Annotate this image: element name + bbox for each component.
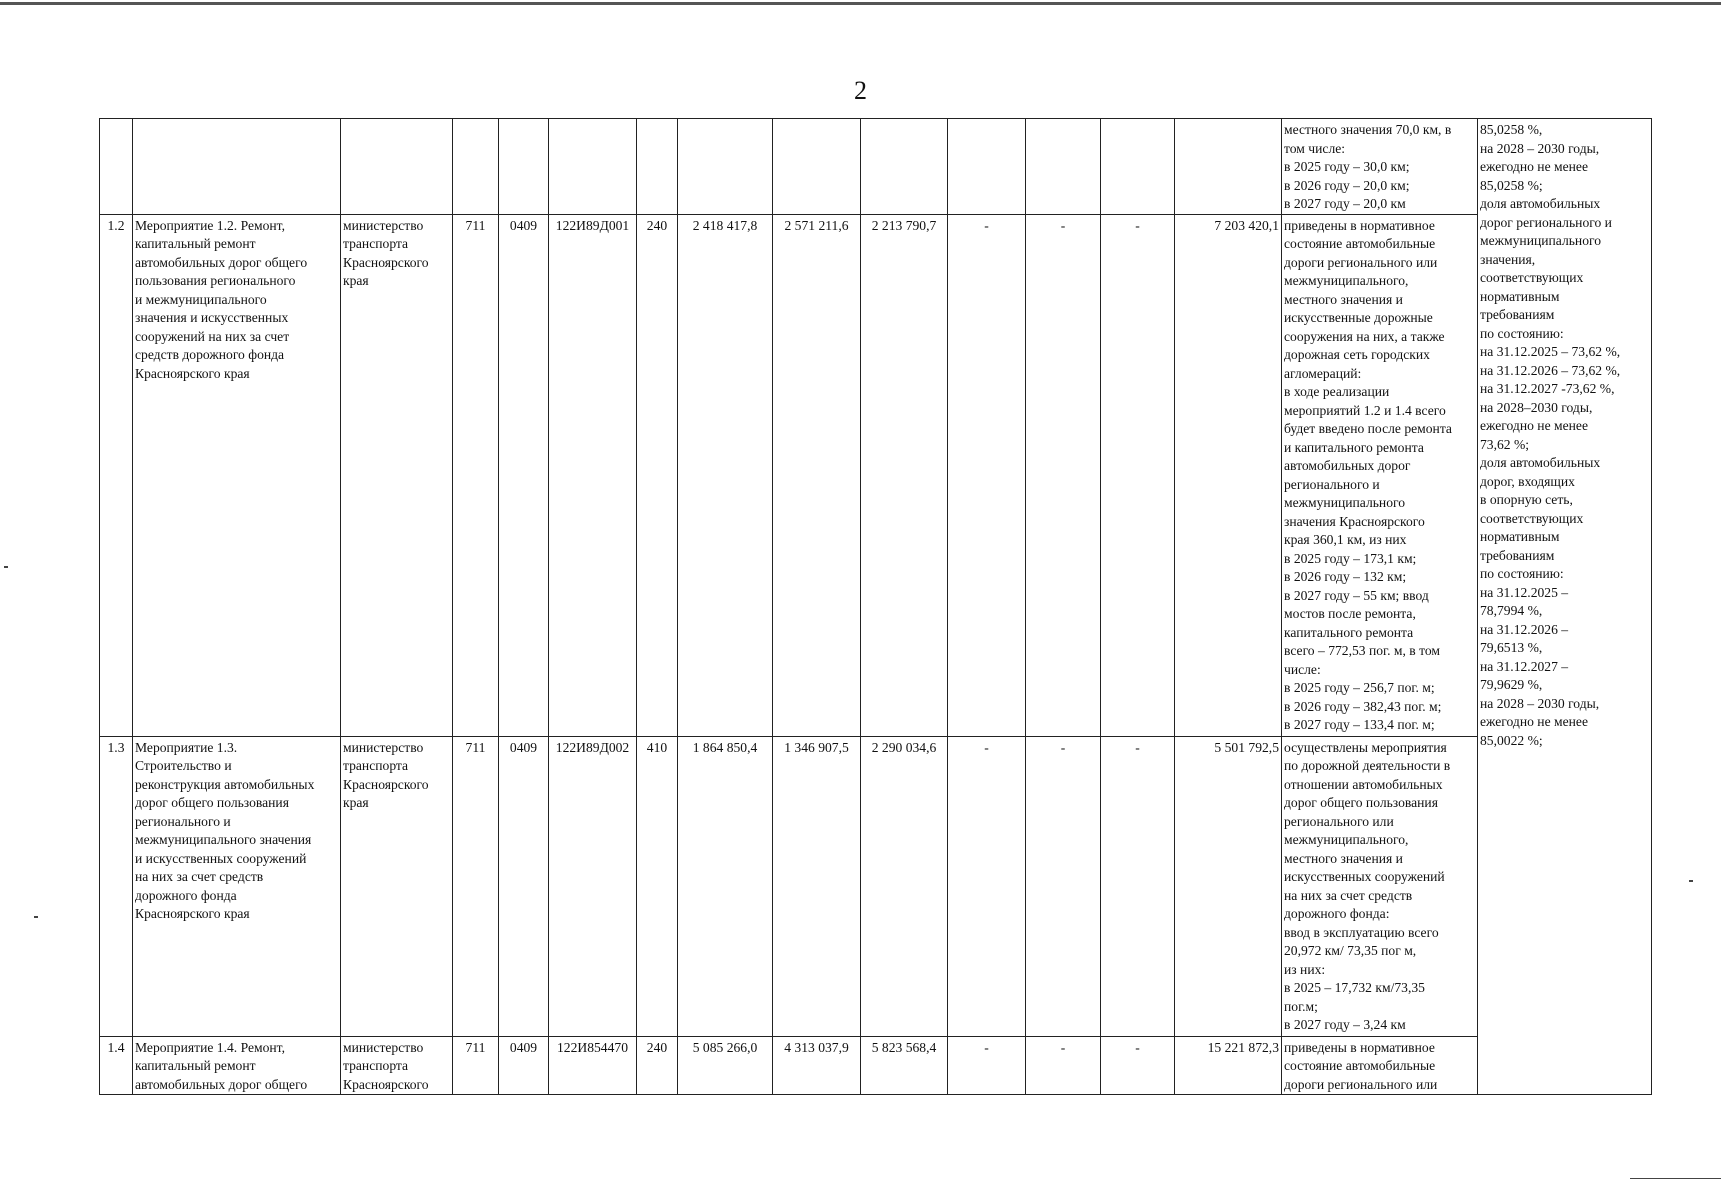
vr-code: 410 — [637, 736, 678, 1036]
grbs-code — [453, 119, 499, 215]
amount-future-3: - — [1101, 214, 1175, 736]
row-number: 1.3 — [100, 736, 133, 1036]
amount-2025: 1 864 850,4 — [678, 736, 773, 1036]
csr-code: 122И854470 — [549, 1036, 637, 1095]
amount-2026: 4 313 037,9 — [773, 1036, 861, 1095]
amount-future-2: - — [1026, 214, 1101, 736]
grbs-code: 711 — [453, 1036, 499, 1095]
amount-total — [1175, 119, 1282, 215]
page-top-rule — [0, 2, 1721, 5]
rzpr-code — [499, 119, 549, 215]
amount-2027: 2 290 034,6 — [861, 736, 948, 1036]
csr-code — [549, 119, 637, 215]
amount-2027: 2 213 790,7 — [861, 214, 948, 736]
scan-artifact-mark — [34, 916, 38, 918]
expected-result: осуществлены мероприятия по дорожной деятельности в отношении автомобильных дорог общего пользования регионального или межмуниципального, местного значения и искусственных сооружений на них за счет средств дорожного фонда: ввод в эксплуатацию всего 20,972 км/ 73,35 пог м, из них: в 2025 – 17,732 км/73,35 пог.м; в 2027 году – 3,24 км — [1282, 736, 1478, 1036]
scan-artifact-mark — [4, 566, 8, 568]
vr-code: 240 — [637, 214, 678, 736]
amount-2027: 5 823 568,4 — [861, 1036, 948, 1095]
grbs-code: 711 — [453, 214, 499, 736]
amount-2025 — [678, 119, 773, 215]
csr-code: 122И89Д002 — [549, 736, 637, 1036]
vr-code — [637, 119, 678, 215]
amount-2025: 5 085 266,0 — [678, 1036, 773, 1095]
amount-future-3: - — [1101, 1036, 1175, 1095]
row-number — [100, 119, 133, 215]
vr-code: 240 — [637, 1036, 678, 1095]
amount-future-1: - — [948, 1036, 1026, 1095]
amount-future-3: - — [1101, 736, 1175, 1036]
amount-total: 15 221 872,3 — [1175, 1036, 1282, 1095]
amount-future-2: - — [1026, 736, 1101, 1036]
page-number: 2 — [854, 76, 867, 105]
amount-future-1: - — [948, 736, 1026, 1036]
executor — [341, 119, 453, 215]
table-row — [100, 214, 1652, 736]
amount-future-1: - — [948, 214, 1026, 736]
row-number: 1.2 — [100, 214, 133, 736]
amount-2025: 2 418 417,8 — [678, 214, 773, 736]
measure-name: Мероприятие 1.4. Ремонт, капитальный ремонт автомобильных дорог общего — [133, 1036, 341, 1095]
amount-future-2 — [1026, 119, 1101, 215]
expected-result: приведены в нормативное состояние автомобильные дороги регионального или — [1282, 1036, 1478, 1095]
amount-future-3 — [1101, 119, 1175, 215]
program-measures-table — [99, 118, 1652, 1095]
measure-name: Мероприятие 1.3. Строительство и реконструкция автомобильных дорог общего пользования регионального и межмуниципального значения и искусственных сооружений на них за счет средств дорожного фонда Красноярского края — [133, 736, 341, 1036]
measure-name — [133, 119, 341, 215]
amount-2026 — [773, 119, 861, 215]
expected-result: приведены в нормативное состояние автомобильные дороги регионального или межмуниципального, местного значения и искусственные дорожные сооружения на них, а также дорожная сеть городских агломераций: в ходе реализации мероприятий 1.2 и 1.4 всего будет введено после ремонта и капитального ремонта автомобильных дорог регионального и межмуниципального значения Красноярского края 360,1 км, из них в 2025 году – 173,1 км; в 2026 году – 132 км; в 2027 году – 55 км; ввод мостов после ремонта, капитального ремонта всего – 772,53 пог. м, в том числе: в 2025 году – 256,7 пог. м; в 2026 году – 382,43 пог. м; в 2027 году – 133,4 пог. м; — [1282, 214, 1478, 736]
executor: министерство транспорта Красноярского края — [341, 214, 453, 736]
table-row — [100, 736, 1652, 1036]
row-number: 1.4 — [100, 1036, 133, 1095]
expected-result: местного значения 70,0 км, в том числе: в 2025 году – 30,0 км; в 2026 году – 20,0 км; в 2027 году – 20,0 км — [1282, 119, 1478, 215]
executor: министерство транспорта Красноярского — [341, 1036, 453, 1095]
rzpr-code: 0409 — [499, 736, 549, 1036]
csr-code: 122И89Д001 — [549, 214, 637, 736]
executor: министерство транспорта Красноярского края — [341, 736, 453, 1036]
amount-2026: 1 346 907,5 — [773, 736, 861, 1036]
table-row — [100, 119, 1652, 215]
rzpr-code: 0409 — [499, 1036, 549, 1095]
rzpr-code: 0409 — [499, 214, 549, 736]
table-row — [100, 1036, 1652, 1095]
scan-edge-rule — [1630, 1178, 1721, 1179]
scan-artifact-mark — [1689, 880, 1693, 882]
target-indicators: 85,0258 %, на 2028 – 2030 годы, ежегодно не менее 85,0258 %; доля автомобильных дорог регионального и межмуниципального значения, соответствующих нормативным требованиям по состоянию: на 31.12.2025 – 73,62 %, на 31.12.2026 – 73,62 %, на 31.12.2027 -73,62 %, на 2028–2030 годы, ежегодно не менее 73,62 %; доля автомобильных дорог, входящих в опорную сеть, соответствующих нормативным требованиям по состоянию: на 31.12.2025 – 78,7994 %, на 31.12.2026 – 79,6513 %, на 31.12.2027 – 79,9629 %, на 2028 – 2030 годы, ежегодно не менее 85,0022 %; — [1478, 119, 1652, 1095]
amount-2027 — [861, 119, 948, 215]
grbs-code: 711 — [453, 736, 499, 1036]
amount-2026: 2 571 211,6 — [773, 214, 861, 736]
measure-name: Мероприятие 1.2. Ремонт, капитальный ремонт автомобильных дорог общего пользования регионального и межмуниципального значения и искусственных сооружений на них за счет средств дорожного фонда Красноярского края — [133, 214, 341, 736]
amount-total: 7 203 420,1 — [1175, 214, 1282, 736]
amount-total: 5 501 792,5 — [1175, 736, 1282, 1036]
amount-future-1 — [948, 119, 1026, 215]
amount-future-2: - — [1026, 1036, 1101, 1095]
